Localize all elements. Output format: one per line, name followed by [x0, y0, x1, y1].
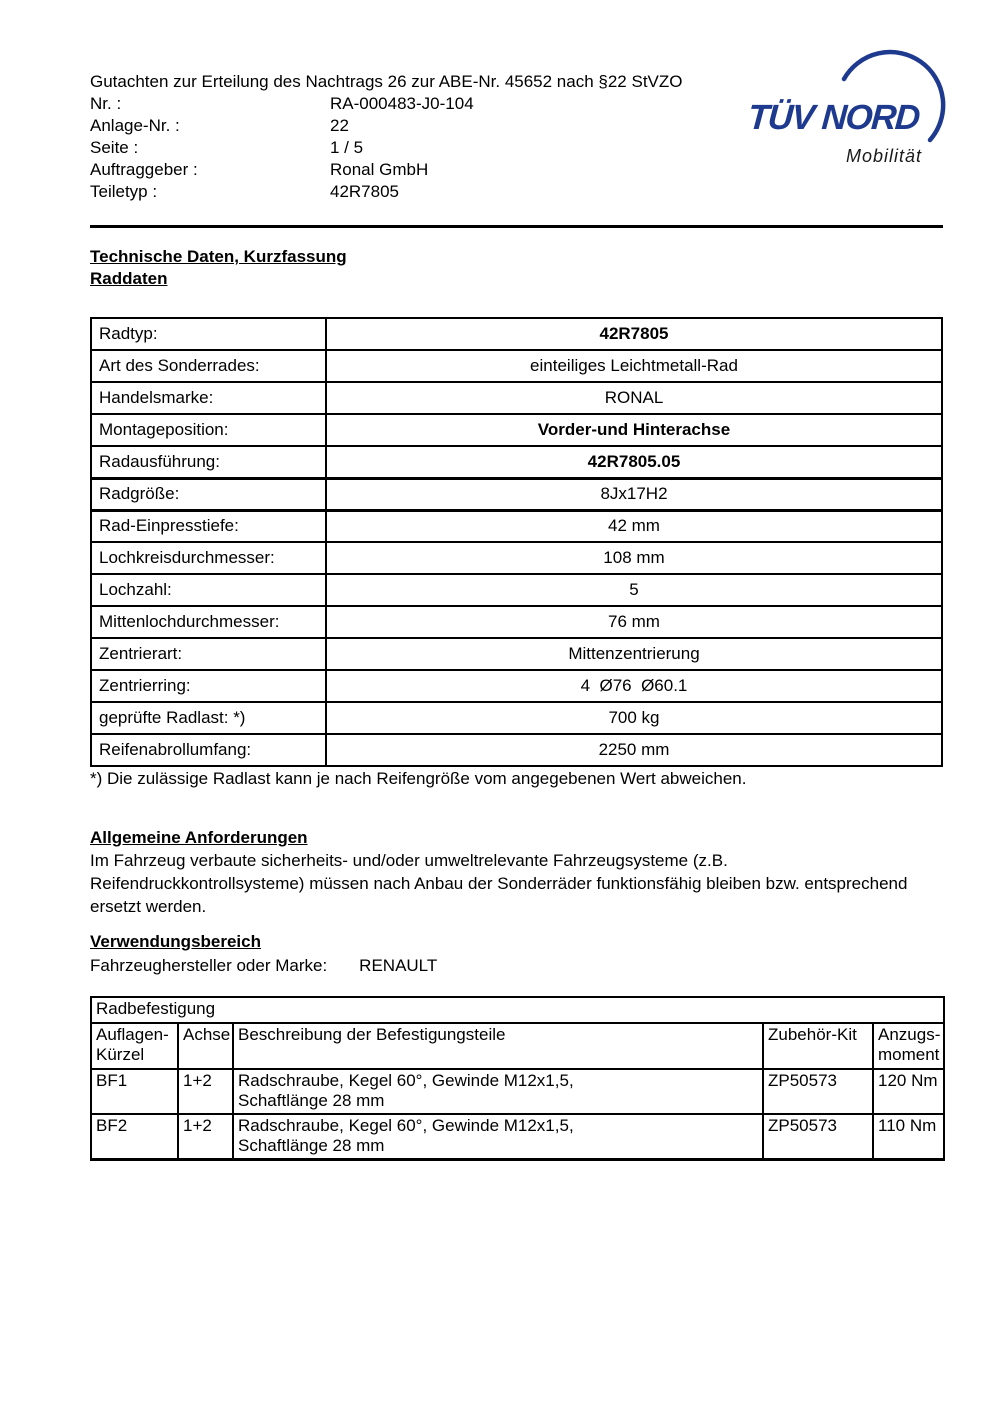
row-value: 42R7805: [326, 318, 942, 350]
row-value: 76 mm: [326, 606, 942, 638]
row-label: Art des Sonderrades:: [91, 350, 326, 382]
header-field-teiletyp: [90, 181, 770, 203]
cell-beschreibung: [233, 1114, 763, 1160]
field-value: 22: [330, 116, 349, 135]
section-allgemeine-anforderungen: [90, 828, 950, 918]
column-header-zubehoer-kit: Zubehör-Kit: [763, 1023, 873, 1069]
row-label: Montageposition:: [91, 414, 326, 446]
field-value: 1 / 5: [330, 138, 364, 157]
row-label: Handelsmarke:: [91, 382, 326, 414]
field-value: RA-000483-J0-104: [330, 94, 474, 113]
field-label: Auftraggeber :: [90, 160, 198, 179]
table-row: [91, 638, 942, 670]
fahrzeughersteller-label: Fahrzeughersteller oder Marke:: [90, 956, 328, 975]
tuv-nord-logo: [740, 36, 958, 176]
table-title-row: [91, 997, 944, 1023]
table-row: [91, 734, 942, 766]
field-value: 42R7805: [330, 182, 400, 201]
field-label: Nr. :: [90, 94, 122, 113]
header-field-auftraggeber: [90, 159, 770, 181]
logo-brand-text: TÜV NORD: [746, 98, 921, 137]
fahrzeughersteller-line: [90, 954, 437, 977]
table-row: [91, 414, 942, 446]
heading-verwendungsbereich: Verwendungsbereich: [90, 932, 261, 951]
row-value: 42 mm: [326, 510, 942, 542]
row-value: 4 Ø76 Ø60.1: [326, 670, 942, 702]
fahrzeughersteller-value: RENAULT: [359, 956, 438, 975]
field-value: Ronal GmbH: [330, 160, 429, 179]
row-value: einteiliges Leichtmetall-Rad: [326, 350, 942, 382]
row-label: Zentrierart:: [91, 638, 326, 670]
heading-technische-daten: Technische Daten, Kurzfassung: [90, 247, 347, 266]
column-header-anzugsmoment: [873, 1023, 944, 1069]
radbefestigung-table: [90, 996, 945, 1161]
cell-beschreibung: [233, 1069, 763, 1114]
cell-kuerzel: BF1: [91, 1069, 178, 1114]
table-header-row: [91, 1023, 944, 1069]
raddaten-table: [90, 317, 943, 767]
field-label: Anlage-Nr. :: [90, 116, 180, 135]
column-header-beschreibung: Beschreibung der Befestigungsteile: [233, 1023, 763, 1069]
table-row: [91, 510, 942, 542]
table-row: [91, 350, 942, 382]
column-header-achse: Achse: [178, 1023, 233, 1069]
header-field-seite: [90, 137, 770, 159]
heading-raddaten: Raddaten: [90, 269, 168, 288]
row-value: RONAL: [326, 382, 942, 414]
header-line: moment: [878, 1045, 940, 1064]
row-value: 108 mm: [326, 542, 942, 574]
section-verwendungsbereich: [90, 932, 437, 977]
cell-achse: 1+2: [178, 1114, 233, 1160]
cell-zubehoer-kit: ZP50573: [763, 1069, 873, 1114]
section-technische-daten: [90, 246, 347, 290]
field-label: Seite :: [90, 138, 139, 157]
table-row: [91, 318, 942, 350]
row-label: Lochzahl:: [91, 574, 326, 606]
table-row: [91, 542, 942, 574]
header-field-nr: [90, 93, 770, 115]
cell-anzugsmoment: 110 Nm: [873, 1114, 944, 1160]
row-value: 42R7805.05: [326, 446, 942, 478]
cell-kuerzel: BF2: [91, 1114, 178, 1160]
row-label: Lochkreisdurchmesser:: [91, 542, 326, 574]
column-header-auflagen-kuerzel: [91, 1023, 178, 1069]
row-label: Reifenabrollumfang:: [91, 734, 326, 766]
cell-anzugsmoment: 120 Nm: [873, 1069, 944, 1114]
cell-achse: 1+2: [178, 1069, 233, 1114]
row-value: 8Jx17H2: [326, 478, 942, 510]
cell-zubehoer-kit: ZP50573: [763, 1114, 873, 1160]
table-row-bf2: [91, 1114, 944, 1160]
table-row: [91, 574, 942, 606]
heading-allgemeine-anforderungen: Allgemeine Anforderungen: [90, 828, 308, 847]
row-label: Radausführung:: [91, 446, 326, 478]
table-row: [91, 478, 942, 510]
beschreibung-line: Schaftlänge 28 mm: [238, 1136, 385, 1155]
row-value: 700 kg: [326, 702, 942, 734]
row-value: Vorder-und Hinterachse: [326, 414, 942, 446]
header-line: Auflagen-: [96, 1025, 169, 1044]
row-label: Radgröße:: [91, 478, 326, 510]
logo-tagline: Mobilität: [845, 146, 922, 166]
row-label: Rad-Einpresstiefe:: [91, 510, 326, 542]
table-row: [91, 446, 942, 478]
allgemeine-anforderungen-text: Im Fahrzeug verbaute sicherheits- und/oder umweltrelevante Fahrzeugsysteme (z.B. Reifendruckkontrollsysteme) müssen nach Anbau der Sonderräder funktionsfähig bleiben bzw. entsprechend ersetzt werden.: [90, 851, 908, 916]
document-title: Gutachten zur Erteilung des Nachtrags 26 zur ABE-Nr. 45652 nach §22 StVZO: [90, 72, 683, 91]
field-label: Teiletyp :: [90, 182, 158, 201]
row-label: Radtyp:: [91, 318, 326, 350]
table-row: [91, 702, 942, 734]
row-value: 5: [326, 574, 942, 606]
row-label: geprüfte Radlast: *): [91, 702, 326, 734]
table-row: [91, 670, 942, 702]
beschreibung-line: Radschraube, Kegel 60°, Gewinde M12x1,5,: [238, 1116, 574, 1135]
header-line: Anzugs-: [878, 1025, 941, 1044]
header-field-anlage-nr: [90, 115, 770, 137]
header-divider: [90, 225, 943, 228]
row-label: Mittenlochdurchmesser:: [91, 606, 326, 638]
document-header: [90, 71, 770, 203]
header-line: Kürzel: [96, 1045, 145, 1064]
table-title: Radbefestigung: [91, 997, 944, 1023]
beschreibung-line: Radschraube, Kegel 60°, Gewinde M12x1,5,: [238, 1071, 574, 1090]
table-row: [91, 606, 942, 638]
table-row-bf1: [91, 1069, 944, 1114]
table-row: [91, 382, 942, 414]
radlast-footnote: *) Die zulässige Radlast kann je nach Reifengröße vom angegebenen Wert abweichen.: [90, 769, 747, 788]
row-label: Zentrierring:: [91, 670, 326, 702]
row-value: Mittenzentrierung: [326, 638, 942, 670]
row-value: 2250 mm: [326, 734, 942, 766]
beschreibung-line: Schaftlänge 28 mm: [238, 1091, 385, 1110]
